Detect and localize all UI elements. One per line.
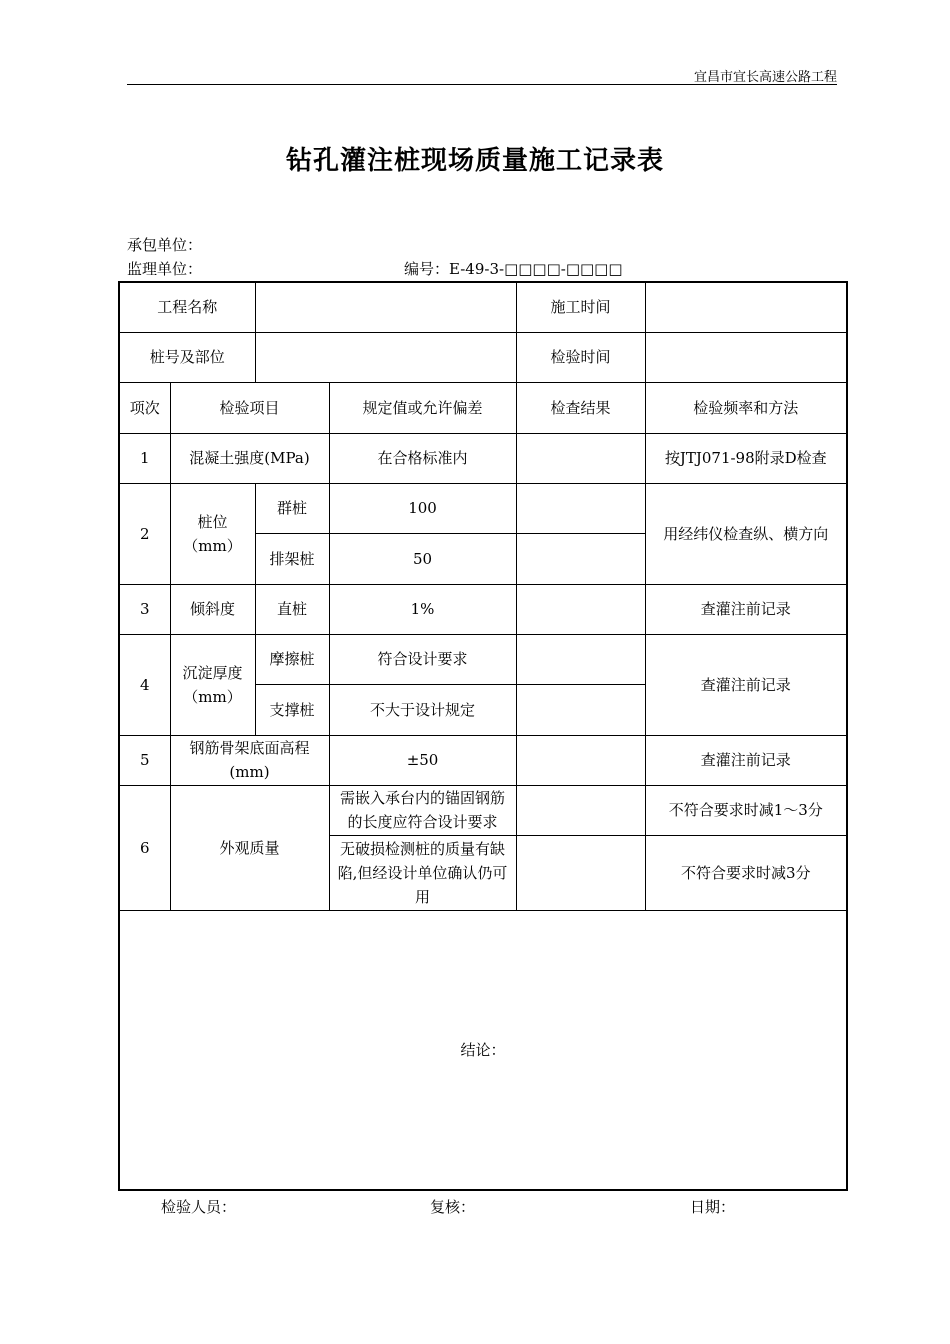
row6-spec2: 无破损检测桩的质量有缺陷,但经设计单位确认仍可用 (329, 835, 516, 910)
row3-spec: 1% (329, 584, 516, 634)
pile-location-value[interactable] (255, 332, 516, 382)
row6-item: 外观质量 (170, 785, 329, 910)
row1-index: 1 (119, 433, 170, 483)
row5-item: 钢筋骨架底面高程 (mm) (170, 735, 329, 785)
page-title: 钻孔灌注桩现场质量施工记录表 (285, 146, 664, 176)
row6-result1[interactable] (516, 785, 645, 835)
header-spec: 规定值或允许偏差 (329, 382, 516, 433)
row2-spec1: 100 (329, 483, 516, 533)
supervisor-label: 监理单位： (127, 260, 203, 278)
row6-spec1: 需嵌入承台内的锚固钢筋的长度应符合设计要求 (329, 785, 516, 835)
document-code: 编号：E-49-3-□□□□-□□□□ (404, 260, 623, 278)
row2-sub1: 群桩 (255, 483, 329, 533)
row2-sub2: 排架桩 (255, 533, 329, 584)
row5-method: 查灌注前记录 (645, 735, 847, 785)
header-result: 检查结果 (516, 382, 645, 433)
row1-spec: 在合格标准内 (329, 433, 516, 483)
review-label: 复核： (430, 1198, 476, 1216)
inspection-time-label: 检验时间 (516, 332, 645, 382)
conclusion-cell[interactable] (119, 910, 847, 1190)
row4-item: 沉淀厚度 （mm） (170, 634, 255, 735)
row3-result[interactable] (516, 584, 645, 634)
construction-time-label: 施工时间 (516, 282, 645, 332)
row6-method2: 不符合要求时减3分 (645, 835, 847, 910)
inspector-label: 检验人员： (161, 1198, 237, 1216)
conclusion-label: 结论： (460, 1040, 506, 1059)
row2-index: 2 (119, 483, 170, 584)
header-index: 项次 (119, 382, 170, 433)
row2-result1[interactable] (516, 483, 645, 533)
pile-location-label: 桩号及部位 (119, 332, 255, 382)
header-item: 检验项目 (170, 382, 329, 433)
row2-spec2: 50 (329, 533, 516, 584)
row6-index: 6 (119, 785, 170, 910)
row6-method1: 不符合要求时减1～3分 (645, 785, 847, 835)
row1-method: 按JTJ071-98附录D检查 (645, 433, 847, 483)
header-divider (127, 84, 837, 85)
project-name-value[interactable] (255, 282, 516, 332)
row4-sub1: 摩擦桩 (255, 634, 329, 684)
header-project-name: 宜昌市宜长高速公路工程 (693, 70, 837, 85)
row4-spec1: 符合设计要求 (329, 634, 516, 684)
row3-method: 查灌注前记录 (645, 584, 847, 634)
record-table (118, 281, 848, 1191)
inspection-time-value[interactable] (645, 332, 847, 382)
row3-sub: 直桩 (255, 584, 329, 634)
row2-method: 用经纬仪检查纵、横方向 (645, 483, 847, 584)
row5-index: 5 (119, 735, 170, 785)
row5-spec: ±50 (329, 735, 516, 785)
row4-method: 查灌注前记录 (645, 634, 847, 735)
row2-item: 桩位 （mm） (170, 483, 255, 584)
row4-result2[interactable] (516, 684, 645, 735)
row4-index: 4 (119, 634, 170, 735)
row5-result[interactable] (516, 735, 645, 785)
row4-result1[interactable] (516, 634, 645, 684)
row1-item: 混凝土强度(MPa) (170, 433, 329, 483)
project-name-label: 工程名称 (119, 282, 255, 332)
row4-spec2: 不大于设计规定 (329, 684, 516, 735)
date-label: 日期： (690, 1198, 736, 1216)
row6-result2[interactable] (516, 835, 645, 910)
row3-index: 3 (119, 584, 170, 634)
row4-sub2: 支撑桩 (255, 684, 329, 735)
contractor-label: 承包单位： (127, 236, 203, 254)
construction-time-value[interactable] (645, 282, 847, 332)
header-method: 检验频率和方法 (645, 382, 847, 433)
row3-item: 倾斜度 (170, 584, 255, 634)
row1-result[interactable] (516, 433, 645, 483)
row2-result2[interactable] (516, 533, 645, 584)
